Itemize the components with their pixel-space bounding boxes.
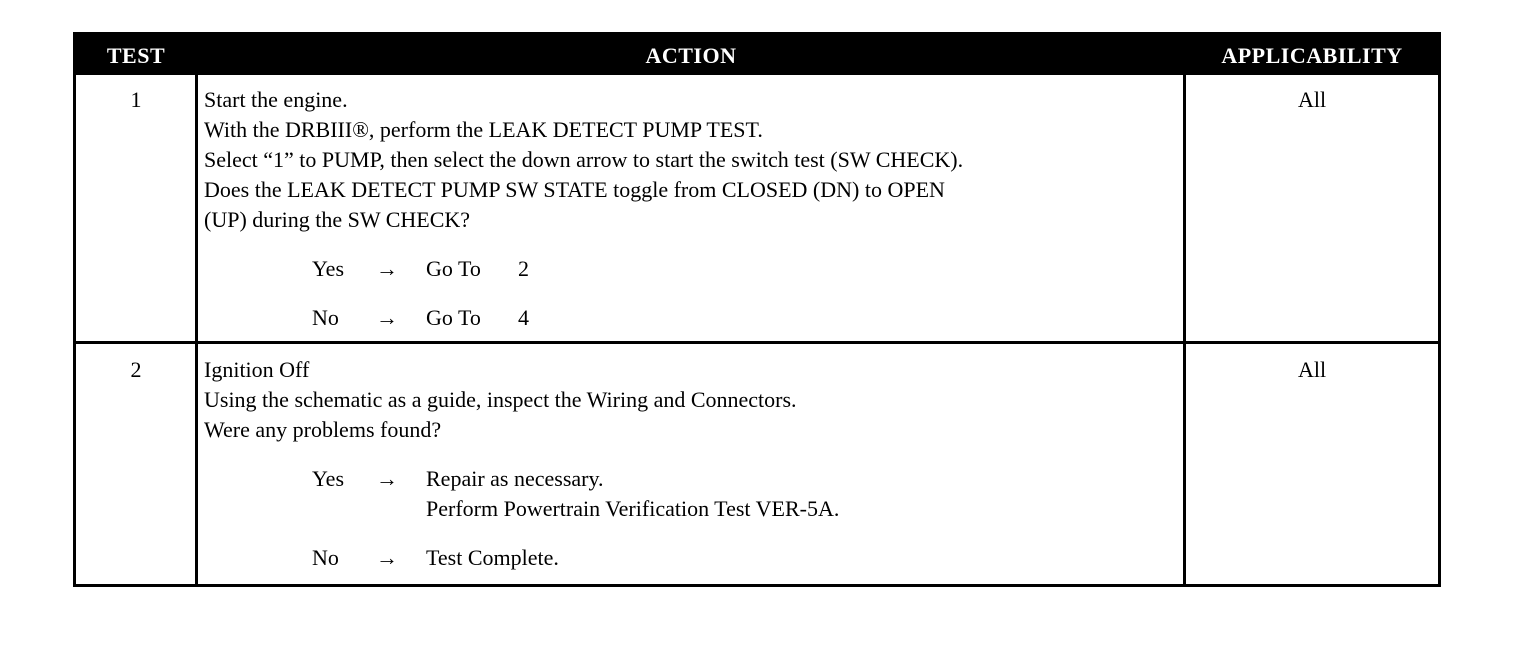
row-divider — [76, 341, 1438, 344]
result-text: Test Complete. — [426, 545, 559, 570]
test-number: 1 — [130, 87, 142, 112]
outcome-no — [204, 543, 1180, 573]
answer-label: No — [312, 305, 339, 330]
answer-label: Yes — [312, 466, 345, 491]
arrow-icon: → — [376, 545, 398, 570]
arrow-icon: → — [376, 256, 398, 281]
action-line: Does the LEAK DETECT PUMP SW STATE toggle from CLOSED (DN) to OPEN — [204, 177, 945, 202]
column-divider — [195, 75, 198, 584]
result-text: Go To — [426, 305, 481, 330]
diagnostic-test-table — [73, 32, 1441, 587]
arrow-icon: → — [376, 305, 398, 330]
column-divider — [1183, 75, 1186, 584]
action-cell — [204, 355, 1180, 573]
goto-target: 4 — [518, 305, 529, 330]
answer-label: Yes — [312, 256, 345, 281]
result-text: Go To — [426, 256, 481, 281]
action-line: Select “1” to PUMP, then select the down arrow to start the switch test (SW CHECK). — [204, 147, 964, 172]
applicability-value: All — [1297, 357, 1327, 382]
action-line: Ignition Off — [204, 357, 310, 382]
result-text: Perform Powertrain Verification Test VER-5A. — [426, 496, 840, 521]
table-header — [76, 35, 1438, 75]
outcome-yes — [204, 254, 1180, 284]
action-cell — [204, 85, 1180, 333]
test-number: 2 — [130, 357, 142, 382]
action-line: Using the schematic as a guide, inspect the Wiring and Connectors. — [204, 387, 797, 412]
answer-label: No — [312, 545, 339, 570]
outcome-yes — [204, 464, 1180, 524]
header-test: TEST — [106, 43, 166, 68]
result-text: Repair as necessary. — [426, 466, 604, 491]
action-line: (UP) during the SW CHECK? — [204, 207, 471, 232]
applicability-value: All — [1297, 87, 1327, 112]
action-line: Were any problems found? — [204, 417, 442, 442]
action-line: With the DRBIII®, perform the LEAK DETECT PUMP TEST. — [204, 117, 763, 142]
arrow-icon: → — [376, 466, 398, 491]
goto-target: 2 — [518, 256, 529, 281]
action-line: Start the engine. — [204, 87, 348, 112]
header-applicability: APPLICABILITY — [1221, 43, 1403, 68]
header-action: ACTION — [645, 43, 737, 68]
outcome-no — [204, 303, 1180, 333]
